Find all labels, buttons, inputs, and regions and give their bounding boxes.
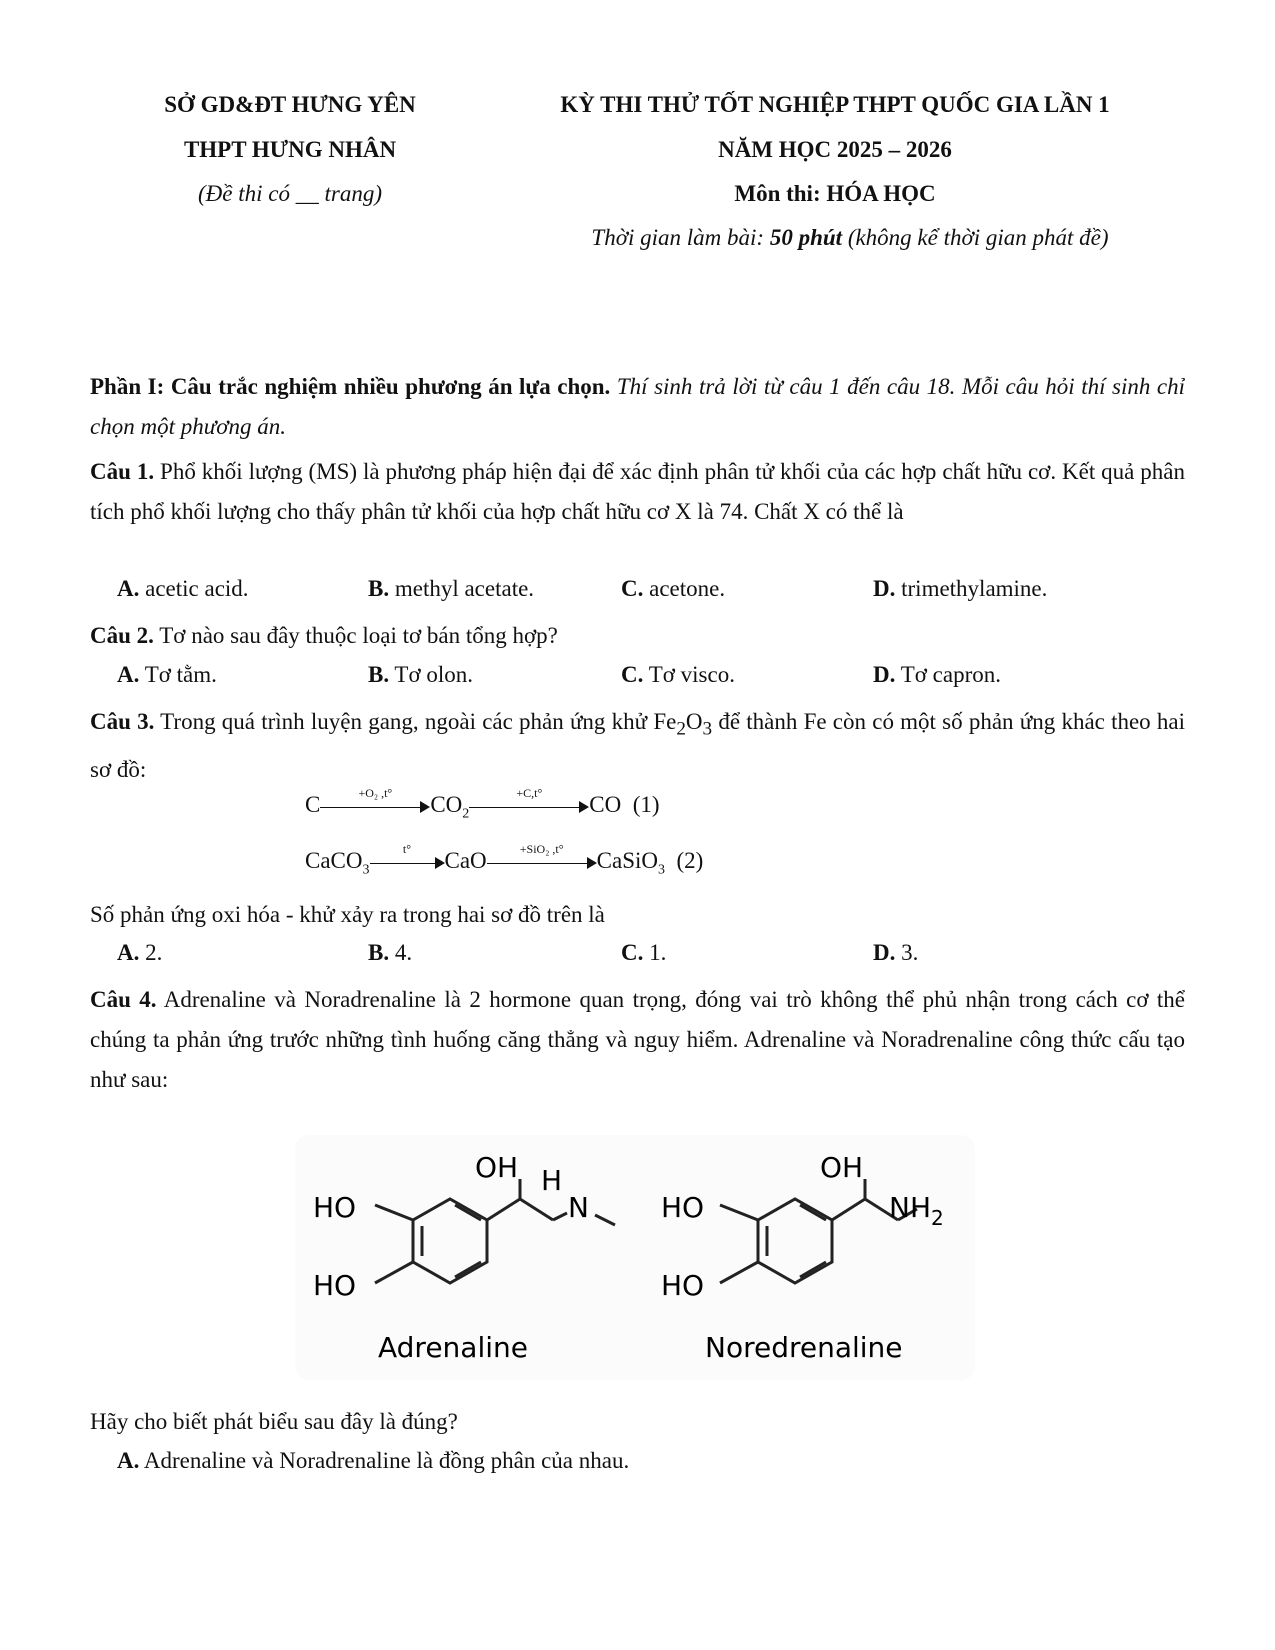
q1-text: Phổ khối lượng (MS) là phương pháp hiện đại để xác định phân tử khối của các hợp chất hữu cơ. Kết quả phân tích phổ khối lượng cho thấy phân tử khối của hợp chất hữu cơ X là 74. Chất X có thể là xyxy=(90,459,1186,524)
option-key: C. xyxy=(621,576,644,601)
school-name: THPT HƯNG NHÂN xyxy=(183,137,397,162)
arrow-icon xyxy=(487,841,597,873)
q4-stem xyxy=(90,980,1185,1100)
option-text: methyl acetate. xyxy=(389,576,535,601)
q2-stem xyxy=(90,616,1185,656)
q1-option-d[interactable] xyxy=(873,576,1047,602)
part1-heading xyxy=(90,367,1185,447)
q3-option-a[interactable] xyxy=(117,940,162,966)
eq2-caco3-sub: 3 xyxy=(362,862,370,878)
adrenaline-oh: OH xyxy=(475,1151,519,1184)
eq1-co2-sub: 2 xyxy=(462,806,470,822)
q3-text-a: Trong quá trình luyện gang, ngoài các phản ứng khử Fe xyxy=(154,709,677,734)
option-text: acetone. xyxy=(643,576,726,601)
time-value: 50 phút xyxy=(769,225,843,250)
option-key: B. xyxy=(368,940,390,965)
adrenaline-name: Adrenaline xyxy=(378,1331,528,1364)
option-key: C. xyxy=(621,940,644,965)
subject: Môn thi: HÓA HỌC xyxy=(734,181,936,206)
q2-option-a[interactable] xyxy=(117,662,217,688)
option-key: B. xyxy=(368,576,390,601)
q3-option-d[interactable] xyxy=(873,940,918,966)
eq1-tag: (1) xyxy=(632,792,660,817)
equation-1 xyxy=(305,785,660,823)
option-key: A. xyxy=(117,940,140,965)
q1-option-b[interactable] xyxy=(368,576,534,602)
school-dept: SỞ GD&ĐT HƯNG YÊN xyxy=(164,92,416,117)
q1-option-c[interactable] xyxy=(621,576,725,602)
option-text: Tơ capron. xyxy=(895,662,1001,687)
q3-option-b[interactable] xyxy=(368,940,412,966)
q2-option-d[interactable] xyxy=(873,662,1001,688)
option-text: Tơ visco. xyxy=(643,662,735,687)
eq2-tag: (2) xyxy=(676,848,704,873)
q4-question: Hãy cho biết phát biểu sau đây là đúng? xyxy=(90,1409,458,1434)
option-key: A. xyxy=(117,662,140,687)
page-count-note: (Đề thi có __ trang) xyxy=(198,181,382,206)
q2-label: Câu 2. xyxy=(90,623,154,648)
part1-instruction: Thí sinh trả lời từ câu 1 đến câu 18. Mỗi câu hỏi thí sinh chỉ chọn một phương án. xyxy=(90,374,1185,439)
adrenaline-n: N xyxy=(568,1191,589,1224)
q4-label: Câu 4. xyxy=(90,987,157,1012)
option-text: acetic acid. xyxy=(139,576,249,601)
adrenaline-ho-top: HO xyxy=(313,1191,357,1224)
noradrenaline-name: Noredrenaline xyxy=(705,1331,903,1364)
adrenaline-ho-bottom: HO xyxy=(313,1269,357,1302)
option-key: D. xyxy=(873,940,896,965)
exam-title: KỲ THI THỬ TỐT NGHIỆP THPT QUỐC GIA LẦN 1 xyxy=(560,92,1110,117)
option-key: A. xyxy=(117,576,140,601)
arrow-label: +C,t° xyxy=(516,785,543,800)
q3-sub-b: 3 xyxy=(702,718,713,740)
noradrenaline-oh: OH xyxy=(820,1151,864,1184)
q1-option-a[interactable] xyxy=(117,576,249,602)
arrow-icon xyxy=(370,841,445,873)
q4-option-a[interactable] xyxy=(117,1448,629,1474)
noradrenaline-ho-bottom: HO xyxy=(661,1269,705,1302)
option-text: Adrenaline và Noradrenaline là đồng phân của nhau. xyxy=(139,1448,630,1473)
q2-option-c[interactable] xyxy=(621,662,735,688)
q3-text-c: để thành Fe còn có một số phản ứng khác theo hai sơ đồ: xyxy=(90,709,1185,782)
school-year: NĂM HỌC 2025 – 2026 xyxy=(718,137,952,162)
q3-question: Số phản ứng oxi hóa - khử xảy ra trong hai sơ đồ trên là xyxy=(90,902,605,927)
eq2-caco3: CaCO xyxy=(305,848,363,873)
q1-stem xyxy=(90,452,1185,532)
structures-figure xyxy=(295,1135,975,1380)
option-key: C. xyxy=(621,662,644,687)
option-text: trimethylamine. xyxy=(895,576,1048,601)
option-text: Tơ olon. xyxy=(389,662,474,687)
arrow-label: +O₂ ,t° xyxy=(358,785,393,800)
eq2-cao: CaO xyxy=(444,848,487,873)
q4-text: Adrenaline và Noradrenaline là 2 hormone quan trọng, đóng vai trò không thể phủ nhận trong cách cơ thể chúng ta phản ứng trước những tình huống căng thẳng và nguy hiểm. Adrenaline và Noradrenaline công thức cấu tạo như sau: xyxy=(90,987,1185,1092)
arrow-label: t° xyxy=(402,841,412,856)
arrow-label: +SiO₂ ,t° xyxy=(519,841,564,856)
option-text: 2. xyxy=(139,940,163,965)
adrenaline-h: H xyxy=(541,1164,563,1197)
eq2-casio3: CaSiO xyxy=(596,848,659,873)
eq1-c: C xyxy=(305,792,321,817)
option-key: B. xyxy=(368,662,390,687)
eq1-co2: CO xyxy=(430,792,463,817)
q3-stem xyxy=(90,702,1185,790)
nh2-text: NH xyxy=(889,1191,931,1224)
q2-option-b[interactable] xyxy=(368,662,473,688)
equation-2 xyxy=(305,841,704,879)
option-key: D. xyxy=(873,662,896,687)
eq1-co: CO xyxy=(589,792,622,817)
q3-sub-a: 2 xyxy=(676,718,686,740)
eq2-casio3-sub: 3 xyxy=(658,862,666,878)
time-note xyxy=(490,225,1210,251)
option-text: 4. xyxy=(389,940,413,965)
nh2-sub: 2 xyxy=(931,1206,944,1230)
q1-label: Câu 1. xyxy=(90,459,155,484)
part1-title: Phần I: Câu trắc nghiệm nhiều phương án lựa chọn. xyxy=(90,374,611,399)
q2-text: Tơ nào sau đây thuộc loại tơ bán tổng hợp? xyxy=(153,623,558,648)
q3-option-c[interactable] xyxy=(621,940,666,966)
arrow-icon xyxy=(469,785,589,817)
option-text: Tơ tằm. xyxy=(139,662,217,687)
noradrenaline-ho-top: HO xyxy=(661,1191,705,1224)
q3-label: Câu 3. xyxy=(90,709,155,734)
option-text: 1. xyxy=(643,940,667,965)
option-key: A. xyxy=(117,1448,140,1473)
q3-text-b: O xyxy=(685,709,703,734)
time-suffix: (không kể thời gian phát đề) xyxy=(842,225,1109,250)
option-key: D. xyxy=(873,576,896,601)
time-prefix: Thời gian làm bài: xyxy=(591,225,770,250)
option-text: 3. xyxy=(895,940,919,965)
arrow-icon xyxy=(320,785,430,817)
